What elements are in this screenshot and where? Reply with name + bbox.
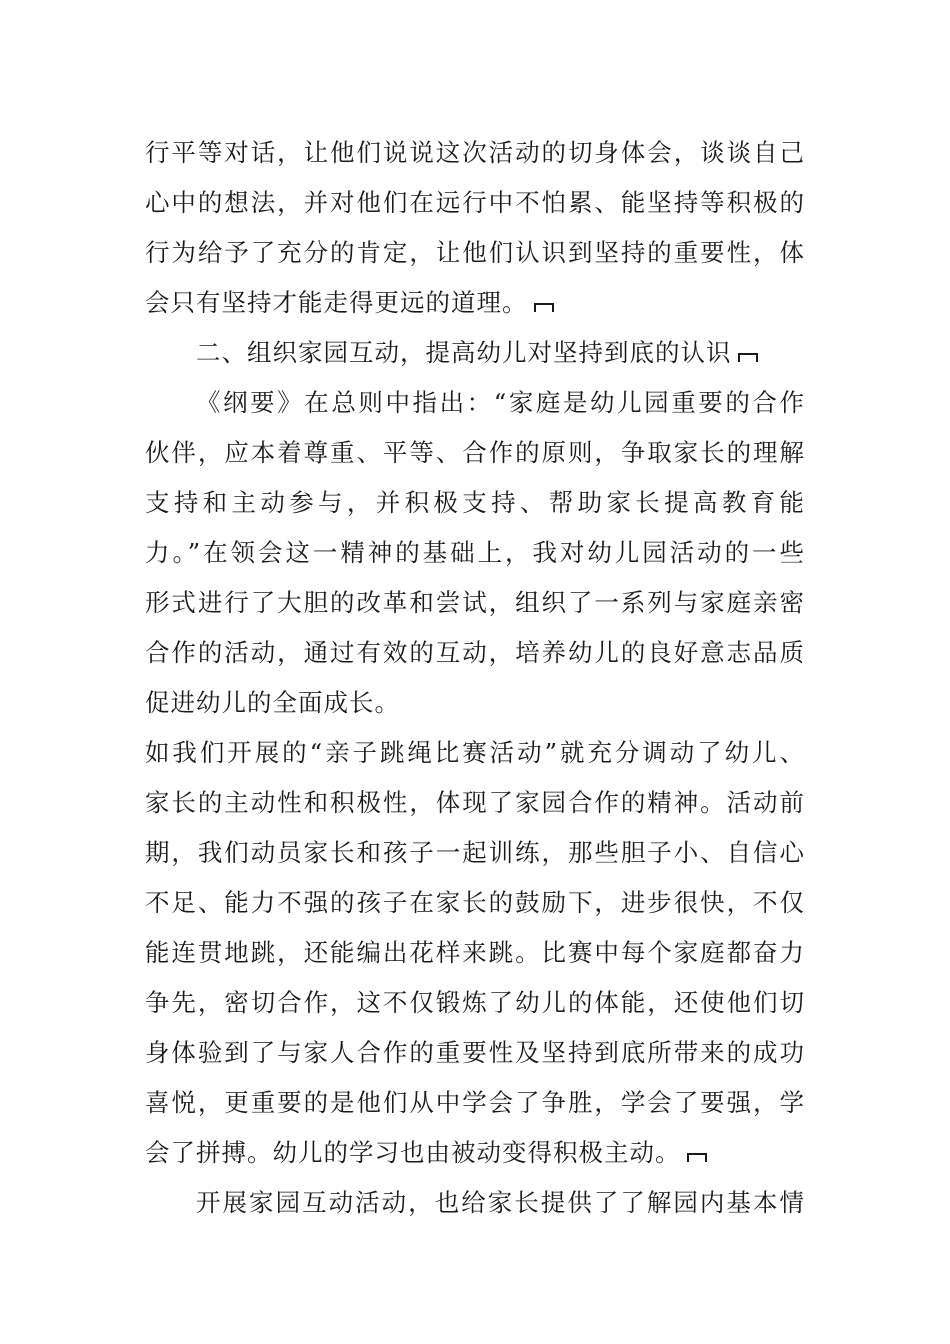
text-line: 开展家园互动活动，也给家长提供了了解园内基本情 xyxy=(196,1188,805,1217)
text-line: 不足、能力不强的孩子在家长的鼓励下，进步很快，不仅 xyxy=(145,888,805,917)
text-line: 期，我们动员家长和孩子一起训练，那些胆子小、自信心 xyxy=(145,838,805,867)
text-line: 会了拼搏。幼儿的学习也由被动变得积极主动。 xyxy=(145,1138,681,1167)
text-line-with-mark xyxy=(145,278,805,328)
text-line: 形式进行了大胆的改革和尝试，组织了一系列与家庭亲密 xyxy=(145,588,805,617)
text-line: 《纲要》在总则中指出：“家庭是幼儿园重要的合作 xyxy=(196,388,805,417)
section-heading xyxy=(196,328,805,378)
text-line: 行平等对话，让他们说说这次活动的切身体会，谈谈自己 xyxy=(145,138,805,167)
text-line: 心中的想法，并对他们在远行中不怕累、能坚持等积极的 xyxy=(145,188,805,217)
section-heading-text: 二、组织家园互动，提高幼儿对坚持到底的认识 xyxy=(196,338,732,367)
text-line: 争先，密切合作，这不仅锻炼了幼儿的体能，还使他们切 xyxy=(145,988,805,1017)
text-line-with-mark xyxy=(145,1128,805,1178)
paragraph-mark-icon xyxy=(534,301,556,313)
text-line: 喜悦，更重要的是他们从中学会了争胜，学会了要强，学 xyxy=(145,1088,805,1117)
text-line: 会只有坚持才能走得更远的道理。 xyxy=(145,288,528,317)
text-line: 合作的活动，通过有效的互动，培养幼儿的良好意志品质 xyxy=(145,638,805,667)
text-line: 伙伴，应本着尊重、平等、合作的原则，争取家长的理解 xyxy=(145,438,805,467)
paragraph-mark-icon xyxy=(687,1151,709,1163)
text-line: 行为给予了充分的肯定，让他们认识到坚持的重要性，体 xyxy=(145,238,805,267)
text-line: 家长的主动性和积极性，体现了家园合作的精神。活动前 xyxy=(145,788,805,817)
text-line: 能连贯地跳，还能编出花样来跳。比赛中每个家庭都奋力 xyxy=(145,938,805,967)
text-line: 如我们开展的“亲子跳绳比赛活动”就充分调动了幼儿、 xyxy=(145,738,805,767)
paragraph-mark-icon xyxy=(738,351,760,363)
text-line: 支持和主动参与，并积极支持、帮助家长提高教育能 xyxy=(145,488,805,517)
text-line: 身体验到了与家人合作的重要性及坚持到底所带来的成功 xyxy=(145,1038,805,1067)
text-line: 促进幼儿的全面成长。 xyxy=(145,688,400,717)
text-line: 力。”在领会这一精神的基础上，我对幼儿园活动的一些 xyxy=(145,538,805,567)
